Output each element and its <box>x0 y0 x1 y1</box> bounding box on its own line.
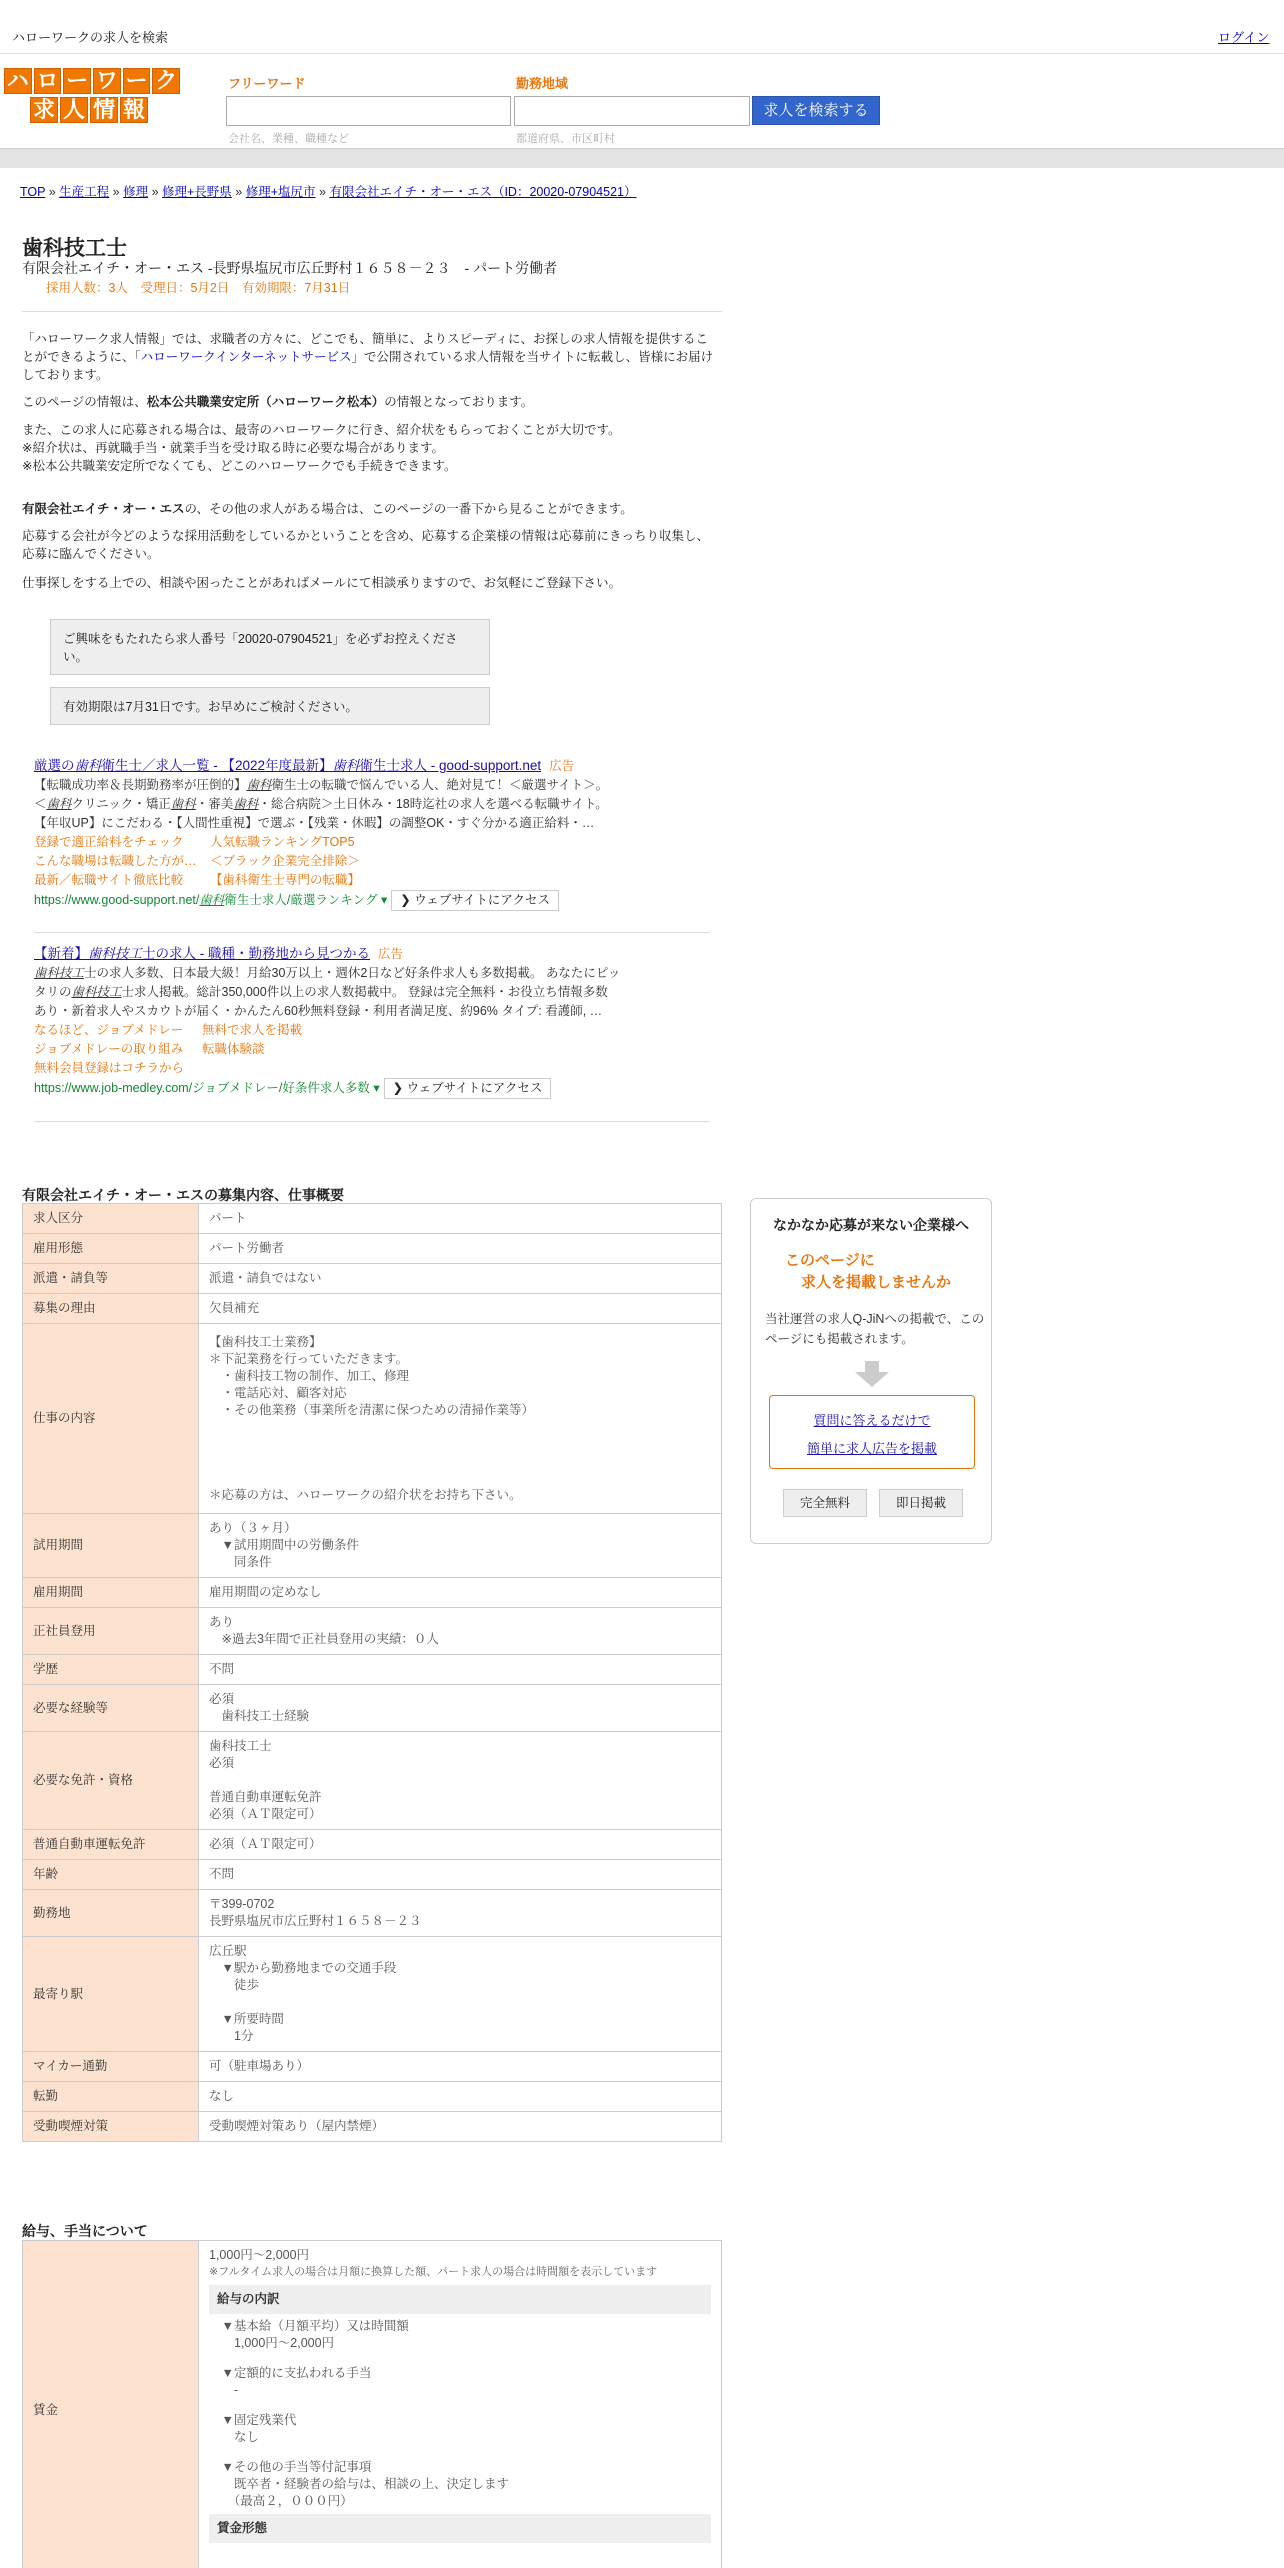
breadcrumb-job[interactable]: 修理 <box>123 185 149 199</box>
logo-char: 求 <box>30 97 58 123</box>
row-value <box>199 1264 722 1294</box>
promo-heading: なかなか応募が来ない企業様へ <box>773 1217 969 1233</box>
office-paragraph: このページの情報は、松本公共職業安定所（ハローワーク松本）の情報となっております。 <box>22 395 534 409</box>
job-title: 歯科技工士 <box>22 237 127 260</box>
divider-band <box>0 148 1284 168</box>
row-value <box>199 1830 722 1860</box>
row-value-line: 可（駐車場あり） <box>209 2059 310 2073</box>
logo-char: ク <box>152 68 180 94</box>
logo-char: ワ <box>93 68 121 94</box>
row-label: 普通自動車運転免許 <box>23 1830 199 1860</box>
row-value-line: ・歯科技工物の制作、加工、修理 <box>209 1368 410 1383</box>
row-label: 最寄り駅 <box>23 1937 199 2052</box>
freeword-input[interactable] <box>226 96 511 126</box>
ad-block-1: 厳選の歯科衛生士／求人一覧 - 【2022年度最新】歯科衛生士求人 - good-support.net 広告 【転職成功率＆長期勤務率が圧倒的】歯科衛生士の転職で悩んでいる人、絶対見て！＜厳選サイト＞。 ＜歯科クリニック・矯正歯科・審美歯科・総合病院＞土日休み・18時迄社の求人を選べる転職サイト。 【年収UP】にこだわる・【人間性重視】で選ぶ・【残業・休暇】の調整OK・すぐ分かる適正給料・… 登録で適正給料をチェック 人気転職ランキングTOP5 こんな職場は転職した方が… ＜ブラック企業完全排除＞ 最新／転職サイト徹底比較 【歯科衛生士専門の転職】 https://www.good-support.net/歯科衛生士求人/厳選ランキング ▾ ❯ ウェブサイトにアクセス <box>34 756 634 911</box>
salary-value <box>199 2241 722 2568</box>
table-row <box>23 1937 722 2052</box>
company-line: 有限会社エイチ・オー・エス -長野県塩尻市広丘野村１６５８－２３ - パート労働者 <box>22 260 558 276</box>
salary-line <box>209 2352 711 2365</box>
row-label: 雇用形態 <box>23 1234 199 1264</box>
hellowork-logo[interactable] <box>4 68 180 124</box>
row-value-line: あり（３ヶ月） <box>209 1521 297 1535</box>
row-value-line: ＊応募の方は、ハローワークの紹介状をお持ち下さい。 <box>209 1487 522 1502</box>
row-value <box>199 1685 722 1732</box>
promo-headline-1: このページに <box>785 1252 875 1269</box>
salary-line: - <box>209 2383 239 2397</box>
logo-char: ロ <box>34 68 62 94</box>
breadcrumb-pref[interactable]: 修理+長野県 <box>162 185 232 199</box>
ad-tag: 広告 <box>549 759 575 773</box>
ad-sitelink[interactable]: 登録で適正給料をチェック <box>34 835 184 849</box>
row-value-line: 派遣・請負ではない <box>209 1271 322 1285</box>
row-label: 転勤 <box>23 2082 199 2112</box>
table-row <box>23 2082 722 2112</box>
intro-paragraph: 「ハローワーク求人情報」では、求職者の方々に、どこでも、簡単に、よりスピーディに、お探しの求人情報を提供することができるように、「ハローワークインターネットサービス」で公開されている求人情報を当サイトに転載し、皆様にお届けしております。 <box>22 332 714 382</box>
row-value <box>199 1608 722 1655</box>
top-bar <box>0 0 1284 54</box>
logo-char: 報 <box>120 97 148 123</box>
row-value <box>199 2082 722 2112</box>
row-value-line: なし <box>209 2089 235 2103</box>
row-value-line: 普通自動車運転免許 <box>209 1790 322 1804</box>
row-value-line: 不問 <box>209 1662 235 1676</box>
ad-title[interactable]: 厳選の歯科衛生士／求人一覧 - 【2022年度最新】歯科衛生士求人 - good-support.net <box>34 758 542 773</box>
freeword-label: フリーワード <box>228 76 306 91</box>
table-row <box>23 2112 722 2142</box>
table-row <box>23 1578 722 1608</box>
ad-sitelink[interactable]: こんな職場は転職した方が… <box>34 854 197 868</box>
section-title-overview: 有限会社エイチ・オー・エスの募集内容、仕事概要 <box>22 1187 344 1203</box>
visit-website-button[interactable]: ❯ ウェブサイトにアクセス <box>384 1078 552 1099</box>
job-meta: 採用人数：3人 受理日：5月2日 有効期限：7月31日 <box>46 281 351 295</box>
row-value-line: 必須（ＡＴ限定可） <box>209 1807 322 1821</box>
table-row <box>23 1294 722 1324</box>
row-value-line: 歯科技工士経験 <box>209 1709 310 1723</box>
salary-line <box>209 2446 711 2459</box>
row-label: 雇用期間 <box>23 1578 199 1608</box>
salary-breakdown-heading: 給与の内訳 <box>209 2285 711 2314</box>
row-value-line: パート <box>209 1211 247 1225</box>
logo-char: ー <box>63 68 91 94</box>
area-input[interactable] <box>514 96 750 126</box>
row-value-line: ※過去3年間で正社員登用の実績：０人 <box>209 1632 439 1646</box>
site-title: ハローワークの求人を検索 <box>12 30 169 45</box>
employer-promo-panel <box>750 1198 992 1544</box>
ad-sitelink[interactable]: 最新／転職サイト徹底比較 <box>34 873 184 887</box>
row-value <box>199 1234 722 1264</box>
row-value-line: ＊下記業務を行っていただきます。 <box>209 1351 409 1366</box>
row-value-line: 不問 <box>209 1867 235 1881</box>
row-value-line: 〒399-0702 <box>209 1897 275 1911</box>
table-row <box>23 1685 722 1732</box>
row-label: 学歴 <box>23 1655 199 1685</box>
salary-line: （最高２，０００円） <box>209 2494 353 2508</box>
freeword-placeholder: 会社名、業種、職種など <box>228 133 349 145</box>
expiry-note: 有効期限は7月31日です。お早めにご検討ください。 <box>50 687 490 725</box>
row-value-line: 必須（ＡＴ限定可） <box>209 1837 322 1851</box>
job-details-table <box>22 1203 722 2142</box>
row-value <box>199 1578 722 1608</box>
ad-title[interactable]: 【新着】歯科技工士の求人 - 職種・勤務地から見つかる <box>34 946 370 961</box>
search-button[interactable]: 求人を検索する <box>752 96 880 125</box>
ad-sitelink[interactable]: 無料で求人を掲載 <box>202 1023 303 1037</box>
table-row <box>23 1204 722 1234</box>
breadcrumb-current[interactable]: 有限会社エイチ・オー・エス（ID：20020-07904521） <box>329 185 637 199</box>
job-number-note: ご興味をもたれたら求人番号「20020-07904521」を必ずお控えください。 <box>50 619 490 675</box>
row-label: 派遣・請負等 <box>23 1264 199 1294</box>
row-value-line <box>209 1470 711 1487</box>
promo-link-post[interactable]: 簡単に求人広告を掲載 <box>806 1441 937 1456</box>
salary-table <box>22 2240 722 2568</box>
row-value-line: ▼駅から勤務地までの交通手段 <box>209 1961 397 1975</box>
promo-link-question[interactable]: 質問に答えるだけで <box>813 1413 931 1428</box>
row-value-line: 同条件 <box>209 1555 272 1569</box>
table-row <box>23 1608 722 1655</box>
row-value-line: 必須 <box>209 1692 235 1706</box>
row-label: 年齢 <box>23 1860 199 1890</box>
hellowork-internet-link[interactable]: ハローワークインターネットサービス <box>140 350 352 364</box>
ad-description: 歯科技工士の求人多数、日本最大級！月給30万以上・週休2日など好条件求人も多数掲載。 あなたにピッ <box>34 966 621 980</box>
row-value-line <box>209 1994 711 2011</box>
ad-sitelink[interactable]: ＜ブラック企業完全排除＞ <box>210 854 360 868</box>
salary-breakdown <box>209 2318 711 2510</box>
salary-line: ▼その他の手当等付記事項 <box>209 2460 372 2474</box>
salary-type-heading: 賃金形態 <box>209 2514 711 2543</box>
table-row <box>23 1324 722 1514</box>
row-label: 試用期間 <box>23 1514 199 1578</box>
ad-sitelink[interactable]: 人気転職ランキングTOP5 <box>210 835 355 849</box>
divider <box>34 932 710 933</box>
row-value <box>199 2052 722 2082</box>
row-value-line <box>209 1436 711 1453</box>
salary-line: ▼基本給（月額平均）又は時間額 <box>209 2319 409 2333</box>
logo-char: 情 <box>90 97 118 123</box>
logo-char: ハ <box>4 68 32 94</box>
area-placeholder: 都道府県、市区町村 <box>516 133 615 145</box>
row-value <box>199 1294 722 1324</box>
breadcrumb-city[interactable]: 修理+塩尻市 <box>245 185 316 199</box>
other-jobs-paragraph: 有限会社エイチ・オー・エスの、その他の求人がある場合は、このページの一番下から見ることができます。 <box>22 502 633 516</box>
row-value-line: ▼試用期間中の労働条件 <box>209 1538 359 1552</box>
ad-description: 【転職成功率＆長期勤務率が圧倒的】歯科衛生士の転職で悩んでいる人、絶対見て！＜厳選サイト＞。 <box>34 778 609 792</box>
chevron-right-icon: ❯ <box>392 1081 407 1095</box>
notice-paragraph: また、この求人に応募される場合は、最寄のハローワークに行き、紹介状をもらっておくことが大切です。 ※紹介状は、再就職手当・就業手当を受け取る時に必要な場合があります。 ※松本公共職業安定所でなくても、どこのハローワークでも手続きできます。 <box>22 423 621 473</box>
row-value-line: パート労働者 <box>209 1241 285 1255</box>
table-row <box>23 2052 722 2082</box>
salary-line: 既卒者・経験者の給与は、相談の上、決定します <box>209 2477 510 2491</box>
visit-website-button[interactable]: ❯ ウェブサイトにアクセス <box>391 890 559 911</box>
row-value <box>199 1324 722 1514</box>
salary-note: ※フルタイム求人の場合は月額に換算した額、パート求人の場合は時間額を表示しています <box>209 2266 658 2278</box>
breadcrumb: TOP » 生産工程 » 修理 » 修理+長野県 » 修理+塩尻市 » 有限会社エイチ・オー・エス（ID：20020-07904521） <box>20 185 637 199</box>
section-title-salary: 給与、手当について <box>22 2223 148 2239</box>
row-value <box>199 1732 722 1830</box>
row-label: 必要な経験等 <box>23 1685 199 1732</box>
divider <box>22 311 722 312</box>
ad-sitelink[interactable]: なるほど、ジョブメドレー <box>34 1023 184 1037</box>
row-value <box>199 1890 722 1937</box>
table-row <box>23 1890 722 1937</box>
row-value-line: 1分 <box>209 2029 254 2043</box>
table-row <box>23 1234 722 1264</box>
salary-line: ▼定額的に支払われる手当 <box>209 2366 372 2380</box>
row-value <box>199 1204 722 1234</box>
salary-line: なし <box>209 2430 260 2444</box>
promo-link-box <box>769 1395 975 1469</box>
row-label: 必要な免許・資格 <box>23 1732 199 1830</box>
row-label: マイカー通勤 <box>23 2052 199 2082</box>
row-value-line: 徒歩 <box>209 1978 260 1992</box>
ad-sitelink[interactable]: 【歯科衛生士専門の転職】 <box>210 873 361 887</box>
ad-sitelink[interactable]: 無料会員登録はコチラから <box>34 1061 185 1075</box>
row-label: 求人区分 <box>23 1204 199 1234</box>
salary-range: 1,000円〜2,000円 <box>209 2248 310 2262</box>
salary-line: 1,000円〜2,000円 <box>209 2336 335 2350</box>
chevron-right-icon: ❯ <box>400 893 415 907</box>
row-value-line: 欠員補充 <box>209 1301 260 1315</box>
row-value-line: 受動喫煙対策あり（屋内禁煙） <box>209 2119 385 2133</box>
table-row <box>23 1655 722 1685</box>
logo-char: 人 <box>60 97 88 123</box>
row-value-line: 【歯科技工士業務】 <box>209 1334 322 1349</box>
row-value <box>199 1514 722 1578</box>
row-label: 受動喫煙対策 <box>23 2112 199 2142</box>
table-row <box>23 1830 722 1860</box>
consult-paragraph: 仕事探しをする上での、相談や困ったことがあればメールにて相談承りますので、お気軽にご登録下さい。 <box>22 576 622 590</box>
ad-sitelink[interactable]: ジョブメドレーの取り組み <box>34 1042 184 1056</box>
row-value-line: ・電話応対、顧客対応 <box>209 1385 347 1400</box>
ad-url[interactable]: https://www.good-support.net/歯科衛生士求人/厳選ランキング ▾ <box>34 893 388 907</box>
table-row <box>23 1860 722 1890</box>
row-value <box>199 2112 722 2142</box>
row-value-line: あり <box>209 1615 235 1629</box>
free-badge-button[interactable]: 完全無料 <box>783 1489 867 1517</box>
area-label: 勤務地域 <box>516 76 569 91</box>
row-value <box>199 1655 722 1685</box>
salary-line <box>209 2399 711 2412</box>
breadcrumb-top[interactable]: TOP <box>20 185 46 199</box>
row-value-line <box>209 1453 711 1470</box>
row-value <box>199 1860 722 1890</box>
breadcrumb-category[interactable]: 生産工程 <box>59 185 110 199</box>
table-row <box>23 1732 722 1830</box>
table-row <box>23 1514 722 1578</box>
arrow-down-icon <box>855 1361 889 1387</box>
row-value-line: ▼所要時間 <box>209 2012 284 2026</box>
row-label: 勤務地 <box>23 1890 199 1937</box>
row-label: 募集の理由 <box>23 1294 199 1324</box>
login-link[interactable]: ログイン <box>1218 30 1270 45</box>
row-value-line <box>209 1772 711 1789</box>
advice-paragraph: 応募する会社が今どのような採用活動をしているかということを含め、応募する企業様の情報は応募前にきっちり収集し、応募に臨んでください。 <box>22 529 710 561</box>
promo-headline-2: 求人を掲載しませんか <box>801 1274 952 1291</box>
table-row <box>23 2241 722 2568</box>
row-label: 仕事の内容 <box>23 1324 199 1514</box>
row-value <box>199 1937 722 2052</box>
salary-label: 賃金 <box>23 2241 199 2568</box>
ad-url[interactable]: https://www.job-medley.com/ジョブメドレー/好条件求人多数 ▾ <box>34 1081 380 1095</box>
row-value-line <box>209 1419 711 1436</box>
table-row <box>23 1264 722 1294</box>
row-value-line: 広丘駅 <box>209 1944 247 1958</box>
same-day-button[interactable]: 即日掲載 <box>879 1489 963 1517</box>
row-value-line: 雇用期間の定めなし <box>209 1585 322 1599</box>
row-value-line: 必須 <box>209 1756 235 1770</box>
row-value-line: ・その他業務（事業所を清潔に保つための清掃作業等） <box>209 1402 535 1417</box>
row-value-line: 長野県塩尻市広丘野村１６５８－２３ <box>209 1914 422 1928</box>
salary-line: ▼固定残業代 <box>209 2413 297 2427</box>
logo-char: ー <box>123 68 151 94</box>
promo-text: 当社運営の求人Q-JiNへの掲載で、このページにも掲載されます。 <box>765 1312 985 1346</box>
ad-tag: 広告 <box>378 947 404 961</box>
row-value-line: 歯科技工士 <box>209 1739 272 1753</box>
ad-block-2: 【新着】歯科技工士の求人 - 職種・勤務地から見つかる 広告 歯科技工士の求人多数、日本最大級！月給30万以上・週休2日など好条件求人も多数掲載。 あなたにピッ タリの歯科技工士求人掲載。総計350,000件以上の求人数掲載中。 登録は完全無料・お役立ち情報多数 あり・新着求人やスカウトが届く・かんたん60秒無料登録・利用者満足度、約96% タイプ: 看護師, … なるほど、ジョブメドレー 無料で求人を掲載 ジョブメドレーの取り組み 転職体験談 無料会員登録はコチラから https://www.job-medley.com/ジョブメドレー/好条件求人多数 ▾ ❯ ウェブサイトにアクセス <box>34 944 634 1099</box>
ad-sitelink[interactable]: 転職体験談 <box>202 1042 265 1056</box>
divider <box>34 1121 710 1122</box>
row-label: 正社員登用 <box>23 1608 199 1655</box>
